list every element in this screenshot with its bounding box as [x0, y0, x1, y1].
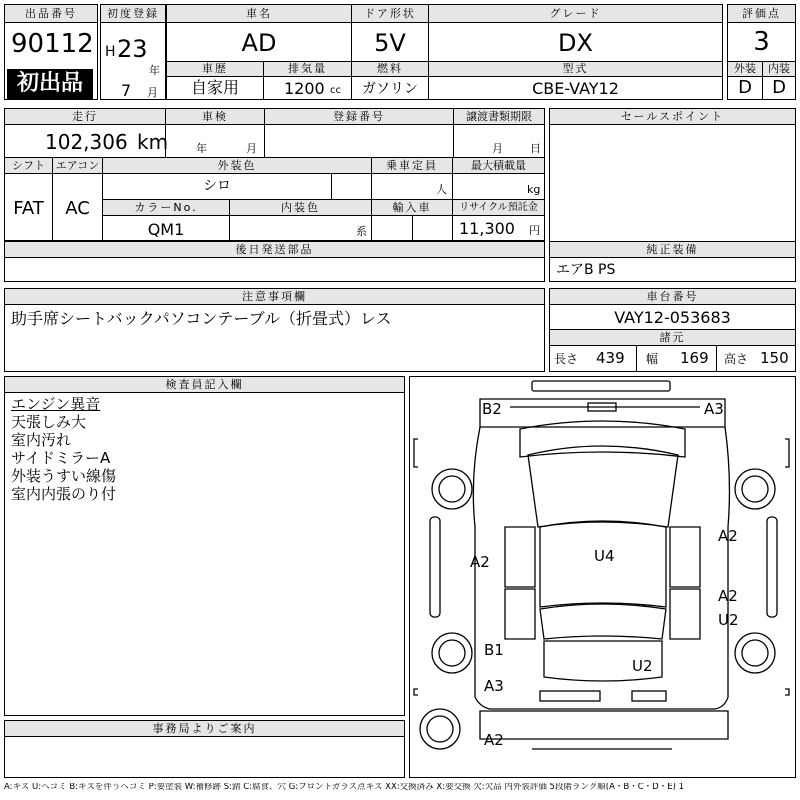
lot-no-value: 90112 [11, 29, 94, 59]
aircon-cell [52, 157, 103, 241]
dims-divider-2 [716, 345, 717, 371]
inspection-month-unit: 月 [246, 142, 257, 155]
year-unit: 年 [149, 64, 160, 77]
max-load-cell [452, 157, 545, 200]
max-load-unit: kg [527, 183, 541, 196]
fuel-label: 燃料 [352, 62, 428, 77]
color-no-value: QM1 [147, 220, 185, 239]
car-name-label: 車名 [167, 5, 351, 23]
notes-cell [4, 288, 545, 372]
genuine-label: 純正装備 [550, 242, 795, 258]
import-label: 輸入車 [372, 200, 452, 216]
sales-points-cell [549, 108, 796, 242]
reg-no-cell [264, 108, 454, 158]
history-value: 自家用 [190, 78, 239, 97]
right-side-strip [767, 517, 777, 617]
rear-lamp-right [632, 691, 666, 701]
inspector-label: 検査員記入欄 [5, 377, 404, 393]
notes-label: 注意事項欄 [5, 289, 544, 305]
recycle-value: 11,300 [459, 219, 515, 238]
mark-front-right: A3 [704, 400, 724, 418]
score-value: 3 [753, 27, 770, 57]
car-name-cell [166, 4, 352, 62]
ext-color-value: シロ [203, 178, 231, 194]
later-parts-cell [4, 241, 545, 282]
grade-cell [428, 4, 723, 62]
first-listing-badge: 初出品 [7, 69, 93, 99]
mark-left-front-door: A2 [470, 553, 490, 571]
chassis-label: 車台番号 [550, 289, 795, 305]
interior-label: 内装 [763, 62, 795, 77]
wheel-rear-right [735, 633, 775, 673]
mileage-cell [4, 108, 169, 158]
max-load-label: 最大積載量 [453, 158, 544, 174]
first-reg-label: 初度登録 [101, 5, 165, 23]
chassis-value: VAY12-053683 [614, 308, 731, 327]
era-value: H [105, 44, 116, 60]
capacity-cell [371, 157, 453, 200]
mark-right-rear-door-2: U2 [718, 611, 739, 629]
spare-wheel [420, 709, 460, 749]
model-code-label: 型式 [429, 62, 722, 77]
wheel-rear-left-inner [439, 640, 465, 666]
interior-grade-cell [762, 61, 796, 100]
rear-right-bracket [785, 689, 789, 695]
model-code-value: CBE-VAY12 [532, 79, 619, 98]
width-value: 169 [680, 349, 709, 367]
inspector-note: 室内汚れ [11, 431, 72, 449]
rear-left-bracket [414, 689, 418, 695]
aircon-label: エアコン [53, 158, 102, 174]
mileage-value: 102,306 [45, 130, 128, 154]
length-label: 長さ [554, 352, 579, 366]
door-cell [351, 4, 429, 62]
inspector-cell [4, 376, 405, 716]
grade-value: DX [558, 29, 593, 57]
wheel-rear-left [432, 633, 472, 673]
inspector-note: 外装うすい線傷 [11, 467, 117, 485]
recycle-unit: 円 [529, 224, 540, 237]
inspector-note: 天張しみ大 [11, 413, 87, 431]
dimensions-label: 諸元 [550, 329, 795, 346]
fuel-cell [351, 61, 429, 100]
lot-panel [4, 4, 98, 100]
office-cell [4, 720, 405, 778]
car-diagram-panel [409, 376, 796, 778]
right-rear-door-outline [670, 589, 700, 639]
inspector-note: エンジン異音 [11, 395, 101, 413]
inspection-cell [165, 108, 265, 158]
exterior-grade-value: D [738, 77, 752, 98]
mirror-right-bracket [785, 439, 789, 467]
shift-label: シフト [5, 158, 52, 174]
mileage-label: 走行 [5, 109, 165, 125]
right-front-door-outline [670, 527, 700, 587]
rear-window-outline [540, 604, 666, 639]
year-value: 23 [117, 35, 148, 63]
capacity-label: 乗車定員 [372, 158, 452, 174]
first-reg-panel [100, 4, 166, 100]
later-parts-label: 後日発送部品 [5, 242, 544, 258]
width-label: 幅 [646, 352, 659, 366]
recycle-cell [452, 199, 545, 241]
color-no-label: カラーNo. [103, 200, 229, 216]
rear-bumper-outline [480, 711, 728, 739]
mileage-unit: km [137, 130, 169, 154]
car-name-value: AD [241, 29, 277, 57]
transfer-month-unit: 月 [492, 142, 503, 155]
door-value: 5V [374, 29, 406, 57]
transfer-day-unit: 日 [530, 142, 541, 155]
length-value: 439 [596, 349, 625, 367]
transfer-docs-label: 譲渡書類期限 [454, 109, 544, 125]
mark-rear-bumper: A2 [484, 731, 504, 749]
month-unit: 月 [147, 86, 158, 99]
office-label: 事務局よりご案内 [5, 721, 404, 737]
mark-front-left: B2 [482, 400, 502, 418]
mark-left-rear-corner: A3 [484, 677, 504, 695]
model-code-cell [428, 61, 723, 100]
wheel-front-right-inner [742, 476, 768, 502]
mark-center-roof: U4 [594, 547, 615, 565]
import-divider [412, 216, 413, 240]
mark-left-rear-quarter: B1 [484, 641, 504, 659]
score-cell [727, 4, 796, 62]
door-label: ドア形状 [352, 5, 428, 23]
mark-right-rear-door: A2 [718, 587, 738, 605]
reg-no-label: 登録番号 [265, 109, 453, 125]
car-diagram [410, 377, 795, 777]
displacement-unit: cc [330, 85, 341, 96]
left-front-door-outline [505, 527, 535, 587]
grade-label: グレード [429, 5, 722, 23]
shift-cell [4, 157, 53, 241]
wheel-front-left-inner [439, 476, 465, 502]
notes-value: 助手席シートバックパソコンテーブル（折畳式）レス [11, 309, 392, 328]
ext-color-divider [331, 174, 332, 199]
displacement-value: 1200 [284, 79, 325, 98]
front-bumper-outline [532, 381, 670, 391]
month-value: 7 [121, 81, 132, 100]
inspector-note: 室内内張のり付 [11, 485, 117, 503]
ext-color-label: 外装色 [103, 158, 371, 174]
windshield-outline [528, 446, 678, 527]
wheel-front-left [432, 469, 472, 509]
wheel-rear-right-inner [742, 640, 768, 666]
height-label: 高さ [724, 352, 749, 366]
dims-divider-1 [636, 345, 637, 371]
displacement-cell [263, 61, 352, 100]
inspection-year-unit: 年 [196, 142, 207, 155]
height-value: 150 [760, 349, 789, 367]
displacement-label: 排気量 [264, 62, 351, 77]
inspection-label: 車検 [166, 109, 264, 125]
rear-lamp-left [540, 691, 600, 701]
import-cell [371, 199, 453, 241]
genuine-cell [549, 241, 796, 282]
wheel-front-right [735, 469, 775, 509]
capacity-unit: 人 [436, 183, 447, 196]
history-label: 車歴 [167, 62, 263, 77]
lot-no-label: 出品番号 [5, 5, 97, 23]
mark-right-front-door: A2 [718, 527, 738, 545]
mirror-left-bracket [414, 439, 418, 467]
ext-color-cell [102, 157, 372, 200]
fuel-value: ガソリン [362, 81, 418, 97]
footer-legend: A:キズ U:ヘコミ B:キズを伴うヘコミ P:要塗装 W:補修跡 S:錆 C:腐食、穴 G:フロントガラス点キズ XX:交換済み X:要交換 欠:欠品 内外装評価 5段階ランク順(A・B・C・D・E) 1 [4, 783, 685, 792]
chassis-cell [549, 288, 796, 372]
sales-points-label: セールスポイント [550, 109, 795, 125]
spare-wheel-inner [427, 716, 453, 742]
inspector-note: サイドミラーA [11, 449, 111, 467]
recycle-label: リサイクル預託金 [453, 200, 544, 216]
exterior-grade-cell [727, 61, 763, 100]
aircon-value: AC [65, 198, 90, 219]
genuine-value: エアB PS [556, 262, 616, 278]
exterior-label: 外装 [728, 62, 762, 77]
shift-value: FAT [13, 198, 44, 219]
left-rear-door-outline [505, 589, 535, 639]
score-label: 評価点 [728, 5, 795, 23]
mark-rear-panel: U2 [632, 657, 653, 675]
interior-grade-value: D [772, 77, 786, 98]
int-color-label: 内装色 [230, 200, 371, 216]
transfer-docs-cell [453, 108, 545, 158]
body-outline [473, 427, 729, 709]
history-cell [166, 61, 264, 100]
int-color-unit: 系 [356, 225, 367, 238]
left-side-strip [430, 517, 440, 617]
color-no-cell [102, 199, 230, 241]
int-color-cell [229, 199, 372, 241]
